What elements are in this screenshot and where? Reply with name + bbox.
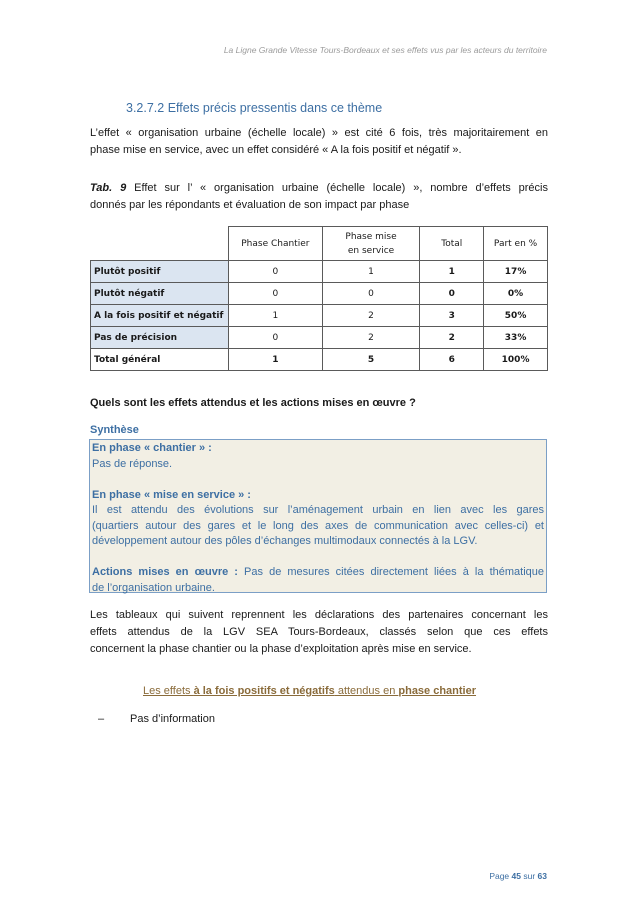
table-row (91, 261, 548, 283)
caption-line: donnés par les répondants et évaluation de son impact par phase (90, 199, 410, 211)
col-header-service (322, 227, 420, 261)
cell-part: 50% (484, 305, 548, 327)
cell-part: 100% (484, 349, 548, 371)
cell-service: 1 (322, 261, 420, 283)
service-line: développement autour des pôles d’échanges multimodaux connectés à la LGV. (92, 535, 478, 547)
table-caption (90, 180, 548, 214)
cell-total: 1 (420, 261, 484, 283)
col-header-total: Total (420, 227, 484, 261)
cell-chantier: 0 (228, 327, 322, 349)
row-label: Plutôt négatif (91, 283, 229, 305)
col-header-service-line: en service (347, 245, 395, 256)
spacer (90, 550, 546, 566)
spacer (90, 472, 546, 488)
effects-heading-part: attendus en (334, 685, 399, 697)
cell-total: 0 (420, 283, 484, 305)
cell-part: 0% (484, 283, 548, 305)
cell-chantier: 1 (228, 349, 322, 371)
col-header-chantier: Phase Chantier (228, 227, 322, 261)
table-corner (91, 227, 229, 261)
bullet-text: Pas d’information (130, 713, 215, 725)
footer-page-word: Page (489, 871, 512, 881)
row-label: Pas de précision (91, 327, 229, 349)
bullet-dash: – (98, 713, 105, 725)
actions-line: de l’organisation urbaine. (92, 581, 215, 594)
service-line: (quartiers autour des gares et le long des axes de communication avec celles-ci) et (92, 519, 544, 532)
running-header: La Ligne Grande Vitesse Tours-Bordeaux et ses effets vus par les acteurs du territoire (223, 45, 547, 55)
cell-service: 5 (322, 349, 420, 371)
chantier-label: En phase « chantier » : (92, 442, 212, 454)
table-row (91, 305, 548, 327)
service-label: En phase « mise en service » : (92, 488, 251, 501)
actions-text: Pas de mesures citées directement liées à la thématique (237, 566, 544, 578)
footer-page-total: 63 (537, 871, 547, 881)
synthesis-title: Synthèse (90, 424, 139, 436)
following-line: Les tableaux qui suivent reprennent les déclarations des partenaires concernant les (90, 609, 548, 621)
cell-chantier: 1 (228, 305, 322, 327)
cell-service: 0 (322, 283, 420, 305)
caption-text: Effet sur l’ « organisation urbaine (échelle locale) », nombre d’effets précis (126, 182, 548, 194)
cell-service: 2 (322, 305, 420, 327)
cell-total: 2 (420, 327, 484, 349)
intro-line: L’effet « organisation urbaine (échelle locale) » est cité 6 fois, très majoritairement en (90, 127, 548, 139)
page-footer (489, 871, 547, 881)
cell-total: 6 (420, 349, 484, 371)
col-header-part: Part en % (484, 227, 548, 261)
actions-label: Actions mises en œuvre : (92, 566, 238, 578)
cell-total: 3 (420, 305, 484, 327)
cell-chantier: 0 (228, 283, 322, 305)
effects-heading-part: Les effets (143, 685, 194, 697)
following-line: concernent la phase chantier ou la phase d’exploitation après mise en service. (90, 643, 472, 655)
following-paragraph (90, 607, 548, 658)
caption-tag: Tab. 9 (90, 182, 127, 194)
actions-line (92, 565, 544, 581)
effects-heading-part: à la fois positifs et négatifs (193, 685, 335, 697)
row-label: Total général (91, 349, 229, 371)
service-line: Il est attendu des évolutions sur l’aménagement urbain en lien avec les gares (92, 504, 544, 516)
table-row (91, 327, 548, 349)
col-header-service-line: Phase mise (345, 231, 397, 242)
cell-service: 2 (322, 327, 420, 349)
question-heading: Quels sont les effets attendus et les actions mises en œuvre ? (90, 397, 416, 409)
intro-paragraph (90, 125, 548, 159)
footer-of-word: sur (521, 871, 538, 881)
effects-heading-part: phase chantier (398, 685, 477, 697)
chantier-text: Pas de réponse. (92, 457, 173, 470)
table-header-row (91, 227, 548, 261)
footer-page-number: 45 (511, 871, 521, 881)
bullet-item (98, 713, 215, 725)
synthesis-box (89, 439, 547, 593)
effects-heading (143, 685, 476, 697)
table-row (91, 283, 548, 305)
following-line: effets attendus de la LGV SEA Tours-Bordeaux, classés selon que ces effets (90, 626, 548, 638)
intro-line: phase mise en service, avec un effet considéré « A la fois positif et négatif ». (90, 144, 462, 156)
row-label: Plutôt positif (91, 261, 229, 283)
table-total-row (91, 349, 548, 371)
caption-line (90, 180, 548, 197)
section-heading: 3.2.7.2 Effets précis pressentis dans ce thème (126, 101, 383, 115)
cell-chantier: 0 (228, 261, 322, 283)
cell-part: 33% (484, 327, 548, 349)
cell-part: 17% (484, 261, 548, 283)
row-label: A la fois positif et négatif (91, 305, 229, 327)
effects-table (90, 226, 548, 371)
